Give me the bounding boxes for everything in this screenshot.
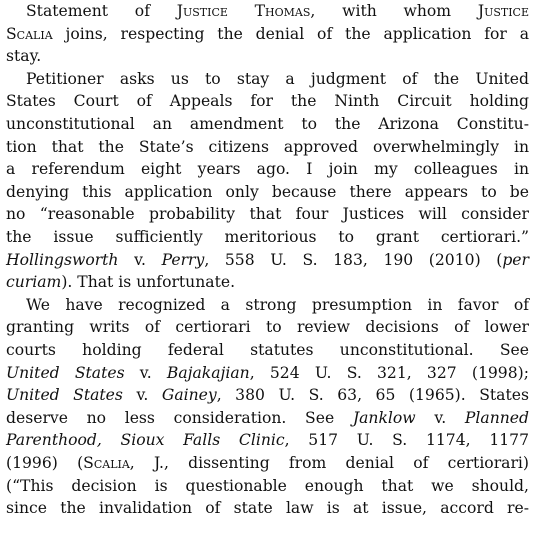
- text-line: States Court of Appeals for the Ninth Circuit holding: [6, 92, 529, 111]
- text-line: no “reasonable probability that four Justices will consider: [6, 205, 529, 224]
- text-line: deserve no less consideration. See Janklow v. Planned: [6, 408, 529, 427]
- text-line: Hollingsworth v. Perry, 558 U. S. 183, 190 (2010) (per: [6, 250, 529, 269]
- text-line: curiam). That is unfortunate.: [6, 273, 236, 292]
- text-line: granting writs of certiorari to review decisions of lower: [6, 318, 529, 337]
- text-line: Petitioner asks us to stay a judgment of the United: [26, 69, 529, 88]
- text-line: Statement of Justice Thomas, with whom Justice: [26, 2, 529, 20]
- text-line: tion that the State’s citizens approved overwhelmingly in: [6, 137, 529, 156]
- text-line: the issue sufficiently meritorious to grant certiorari.”: [6, 228, 529, 246]
- text-line: Scalia joins, respecting the denial of the application for a: [6, 24, 529, 43]
- text-line: Parenthood, Sioux Falls Clinic, 517 U. S. 1174, 1177: [6, 431, 529, 450]
- text-line: United States v. Gainey, 380 U. S. 63, 65 (1965). States: [6, 386, 529, 405]
- text-line: a referendum eight years ago. I join my colleagues in: [6, 160, 529, 179]
- text-line: We have recognized a strong presumption in favor of: [26, 295, 529, 314]
- text-line: (1996) (Scalia, J., dissenting from denial of certiorari): [6, 454, 529, 472]
- text-line: (“This decision is questionable enough that we should,: [6, 476, 529, 495]
- text-line: since the invalidation of state law is at issue, accord re-: [6, 499, 529, 518]
- text-line: denying this application only because there appears to be: [6, 182, 529, 201]
- text-line: stay.: [6, 47, 42, 66]
- text-line: unconstitutional an amendment to the Arizona Constitu-: [6, 115, 529, 133]
- text-line: United States v. Bajakajian, 524 U. S. 321, 327 (1998);: [6, 363, 529, 382]
- text-line: courts holding federal statutes unconstitutional. See: [6, 341, 529, 359]
